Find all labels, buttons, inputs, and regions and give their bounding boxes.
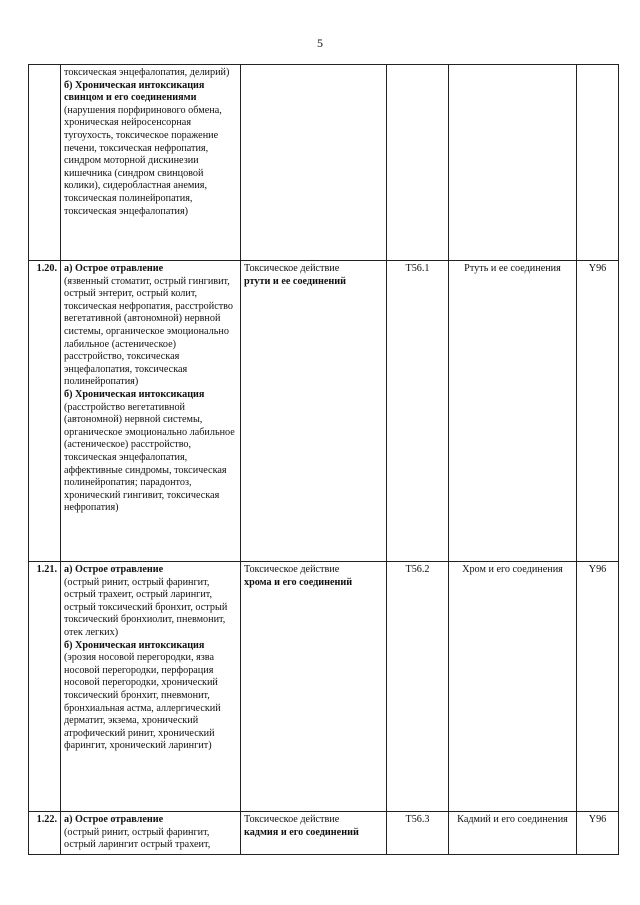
icd-code: T56.1	[405, 263, 430, 274]
external-code-cell	[577, 261, 619, 562]
disease-description-cell	[61, 261, 241, 562]
disease-description-cell	[61, 562, 241, 812]
toxic-action-text: Токсическое действие	[244, 564, 340, 575]
table-row	[29, 562, 619, 812]
table-row	[29, 812, 619, 855]
icd-code-cell	[387, 812, 449, 855]
toxic-action-substance: кадмия и его соединений	[244, 826, 359, 838]
row-number-cell	[29, 65, 61, 261]
substance-name: Хром и его соединения	[462, 564, 563, 575]
external-cause-code: Y96	[588, 564, 607, 575]
toxic-action-cell	[241, 562, 387, 812]
row-number: 1.22.	[36, 814, 57, 825]
icd-code: T56.2	[405, 564, 430, 575]
toxic-action-text: Токсическое действие	[244, 263, 340, 274]
table-row	[29, 65, 619, 261]
external-code-cell	[577, 812, 619, 855]
toxic-action-cell	[241, 261, 387, 562]
row-number-cell	[29, 812, 61, 855]
disease-description-cell	[61, 65, 241, 261]
acute-text: токсическая энцефалопатия, делирий)	[64, 67, 230, 78]
row-number-cell	[29, 562, 61, 812]
table-row	[29, 261, 619, 562]
acute-text: (острый ринит, острый фарингит, острый ларингит острый трахеит,	[64, 826, 211, 851]
external-cause-code: Y96	[588, 814, 607, 825]
substance-cell	[449, 261, 577, 562]
chronic-text: (расстройство вегетативной (автономной) нервной системы, органическое эмоционально лабильное (астеническое) расстройство, токсическая энцефалопатия, аффективные синдромы, токсическая полинейропатия; парадонтоз, хронический гингивит, токсическая нефропатия)	[64, 401, 235, 514]
acute-heading: а) Острое отравление	[64, 814, 164, 825]
substance-name: Ртуть и ее соединения	[464, 263, 561, 274]
toxic-action-cell	[241, 812, 387, 855]
icd-code-cell	[387, 65, 449, 261]
acute-heading: а) Острое отравление	[64, 263, 164, 274]
disease-table	[28, 64, 619, 855]
chronic-heading: б) Хроническая интоксикация	[64, 388, 205, 400]
toxic-action-text: Токсическое действие	[244, 814, 340, 825]
chronic-text: (нарушения порфиринового обмена, хроническая нейросенсорная тугоухость, токсическое поражение печени, токсическая нефропатия, синдром моторной дискинезии кишечника (синдром свинцовой колики), сидеробластная анемия, токсическая полинейропатия, токсическая энцефалопатия)	[64, 104, 222, 217]
chronic-text: (эрозия носовой перегородки, язва носовой перегородки, перфорация носовой перегородки, хронический токсический бронхит, пневмонит, бронхиальная астма, аллергический дерматит, экзема, хронический атрофический ринит, хронический фарингит, хронический ларингит)	[64, 652, 221, 752]
substance-cell	[449, 812, 577, 855]
toxic-action-cell	[241, 65, 387, 261]
substance-cell	[449, 65, 577, 261]
acute-heading: а) Острое отравление	[64, 564, 164, 575]
disease-description-cell	[61, 812, 241, 855]
external-cause-code: Y96	[588, 263, 607, 274]
acute-text: (острый ринит, острый фарингит, острый трахеит, острый ларингит, острый токсический бронхит, острый токсический бронхиолит, пневмонит, отек легких)	[64, 576, 228, 638]
substance-name: Кадмий и его соединения	[457, 814, 568, 825]
external-code-cell	[577, 562, 619, 812]
page-number: 5	[317, 36, 323, 50]
chronic-heading: б) Хроническая интоксикация свинцом и его соединениями	[64, 79, 205, 104]
substance-cell	[449, 562, 577, 812]
icd-code-cell	[387, 261, 449, 562]
row-number-cell	[29, 261, 61, 562]
toxic-action-substance: ртути и ее соединений	[244, 275, 346, 287]
acute-text: (язвенный стоматит, острый гингивит, острый энтерит, острый колит, токсическая нефропатия, расстройство вегетативной (автономной) нервной системы, органическое эмоционально лабильное (астеническое) расстройство, токсическая энцефалопатия, токсическая полинейропатия)	[64, 275, 234, 388]
row-number: 1.20.	[36, 263, 57, 274]
icd-code: T56.3	[405, 814, 430, 825]
row-number: 1.21.	[36, 564, 57, 575]
toxic-action-substance: хрома и его соединений	[244, 576, 353, 588]
chronic-heading: б) Хроническая интоксикация	[64, 639, 205, 651]
external-code-cell	[577, 65, 619, 261]
table-body	[29, 65, 619, 855]
icd-code-cell	[387, 562, 449, 812]
